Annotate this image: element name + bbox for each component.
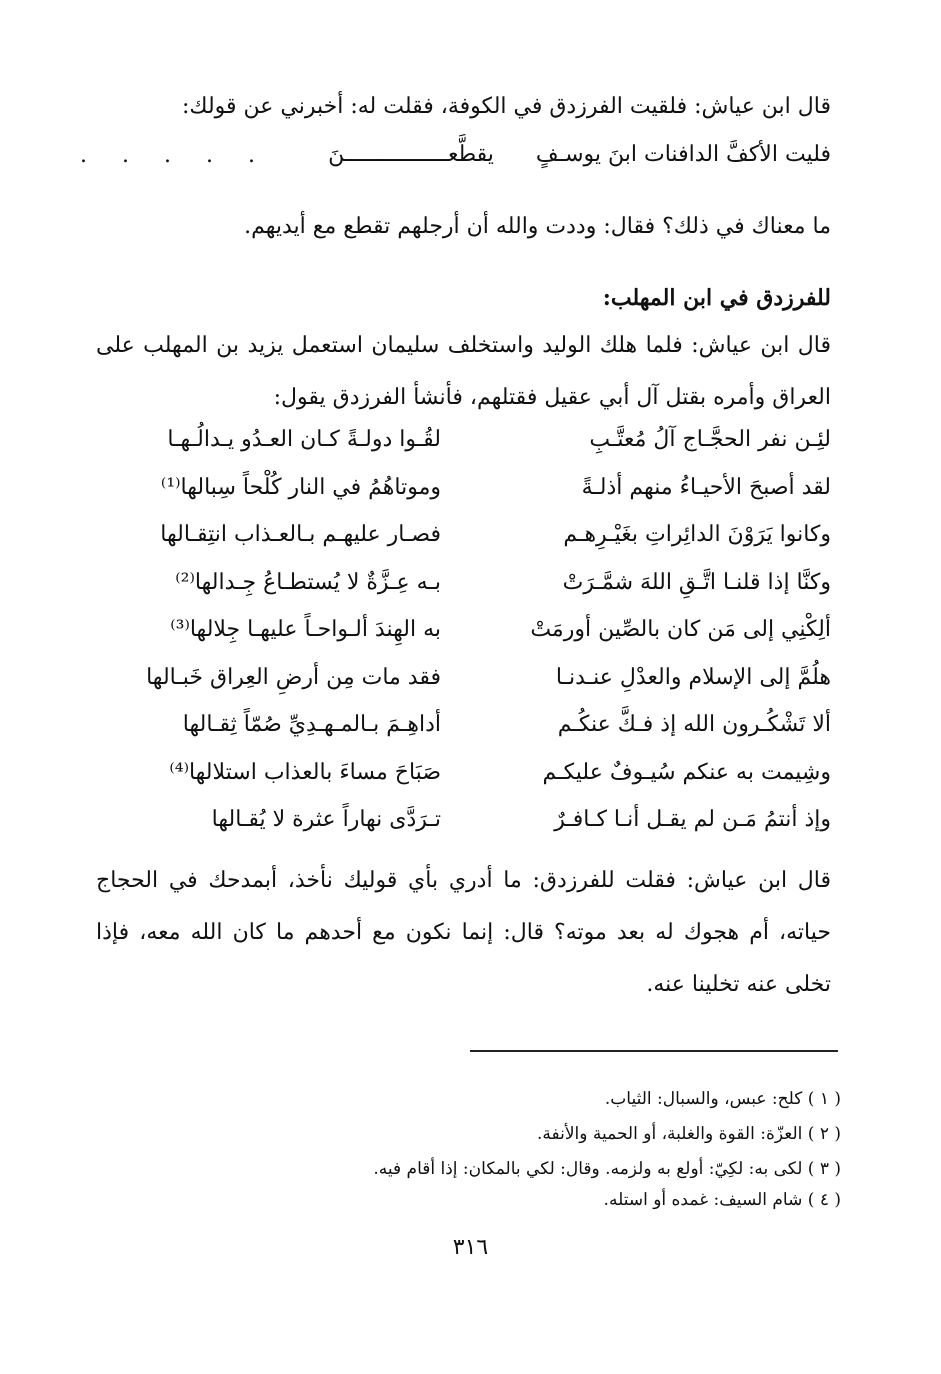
footnote-divider (470, 1050, 838, 1052)
verse-7 (131, 705, 831, 753)
verse-second-hemistich: صَبَاحَ مساءَ بالعذاب استلالها⁽⁴⁾ (169, 759, 441, 785)
footnote-3: ( ٣ ) لكى به: لكِيّ: أولع به ولزمه. وقال: لكي بالمكان: إذا أقام فيه. (373, 1159, 841, 1179)
verse-second-hemistich: بـه عِـزَّةٌ لا يُستطـاعُ جِـدالها⁽²⁾ (175, 569, 441, 595)
verse-first-hemistich: ألا تَشْكُـرون الله إذ فـكَّ عنكُـم (557, 712, 831, 737)
poem (131, 420, 831, 848)
closing-paragraph: قال ابن عياش: فقلت للفرزدق: ما أدري بأي قوليك نأخذ، أبمدحك في الحجاج حياته، أم هجوك له بعد موته؟ قال: إنما نكون مع أحدهم ما كان الله معه، فإذا تخلى عنه تخلينا عنه. (96, 868, 831, 997)
verse-4 (131, 563, 831, 611)
verse-second-hemistich: لقُـوا دولـةً كـان العـدُو يـدالُـهـا (167, 427, 441, 452)
ellipsis-dots: . . . . . (80, 143, 269, 168)
verse-second-hemistich: فصـار عليهـم بـالعـذاب انتِقـالها (160, 522, 441, 547)
page-number: ٣١٦ (452, 1235, 489, 1260)
verse-second-hemistich: به الهِندَ ألـواحـاً عليهـا جِلالها⁽³⁾ (170, 617, 441, 642)
verse-2 (131, 468, 831, 516)
verse-first-hemistich: وكنَّا إذا قلنـا اتَّـقِ اللهَ شمَّـرَتْ (562, 569, 831, 595)
verse-8 (131, 753, 831, 801)
intro-line-1: قال ابن عياش: فلقيت الفرزدق في الكوفة، فقلت له: أخبرني عن قولك: (182, 94, 831, 119)
verse-first-hemistich: ألِكْنِي إلى مَن كان بالصِّين أورمَتْ (530, 617, 831, 642)
verse-first-hemistich: وشِيمت به عنكم سُيـوفٌ عليكـم (542, 759, 831, 785)
section-paragraph: قال ابن عياش: فلما هلك الوليد واستخلف سليمان استعمل يزيد بن المهلب على العراق وأمره بقتل آل أبي عقيل فقتلهم، فأنشأ الفرزدق يقول: (96, 333, 831, 410)
quoted-verse-second-half: يقطَّعــــــــــــــــنَ (328, 142, 494, 167)
verse-first-hemistich: وكانوا يَرَوْنَ الدائِراتِ بغَيْـرِهـم (563, 522, 831, 547)
verse-first-hemistich: لئِـن نفر الحجَّـاج آلُ مُعتَّـبِ (589, 427, 831, 452)
verse-second-hemistich: وموتاهُمُ في النار كُلْحاً سِبالها⁽¹⁾ (160, 474, 441, 500)
verse-second-hemistich: تـرَدَّى نهاراً عثرة لا يُقـالها (211, 807, 441, 832)
verse-1 (131, 420, 831, 468)
verse-second-hemistich: فقد مات مِن أرضِ العِراق خَبـالها (146, 664, 441, 690)
verse-second-hemistich: أداهِـمَ بـالمـهـدِيِّ صُمّاً ثِقـالها (182, 712, 441, 737)
verse-first-hemistich: هلُمَّ إلى الإسلام والعدْلِ عنـدنـا (555, 664, 831, 690)
verse-3 (131, 515, 831, 563)
verse-5 (131, 610, 831, 658)
footnote-1: ( ١ ) كلح: عبس، والسبال: الثياب. (604, 1089, 841, 1109)
quoted-verse (328, 140, 831, 170)
verse-first-hemistich: وإذ أنتمُ مَـن لم يقـل أنـا كـافـرٌ (554, 807, 831, 832)
intro-line-3: ما معناك في ذلك؟ فقال: وددت والله أن أرجلهم تقطع مع أيديهم. (244, 214, 831, 239)
footnote-4: ( ٤ ) شام السيف: غمده أو استله. (603, 1190, 841, 1210)
verse-6 (131, 658, 831, 706)
section-heading: للفرزدق في ابن المهلب: (602, 285, 831, 311)
verse-first-hemistich: لقد أصبحَ الأحيـاءُ منهم أذلـةً (581, 474, 831, 500)
footnote-2: ( ٢ ) العزّة: القوة والغلبة، أو الحمية والأنفة. (537, 1124, 841, 1144)
verse-9 (131, 800, 831, 848)
quoted-verse-first-half: فليت الأكفَّ الدافنات ابنَ يوسـفٍ (535, 142, 831, 167)
